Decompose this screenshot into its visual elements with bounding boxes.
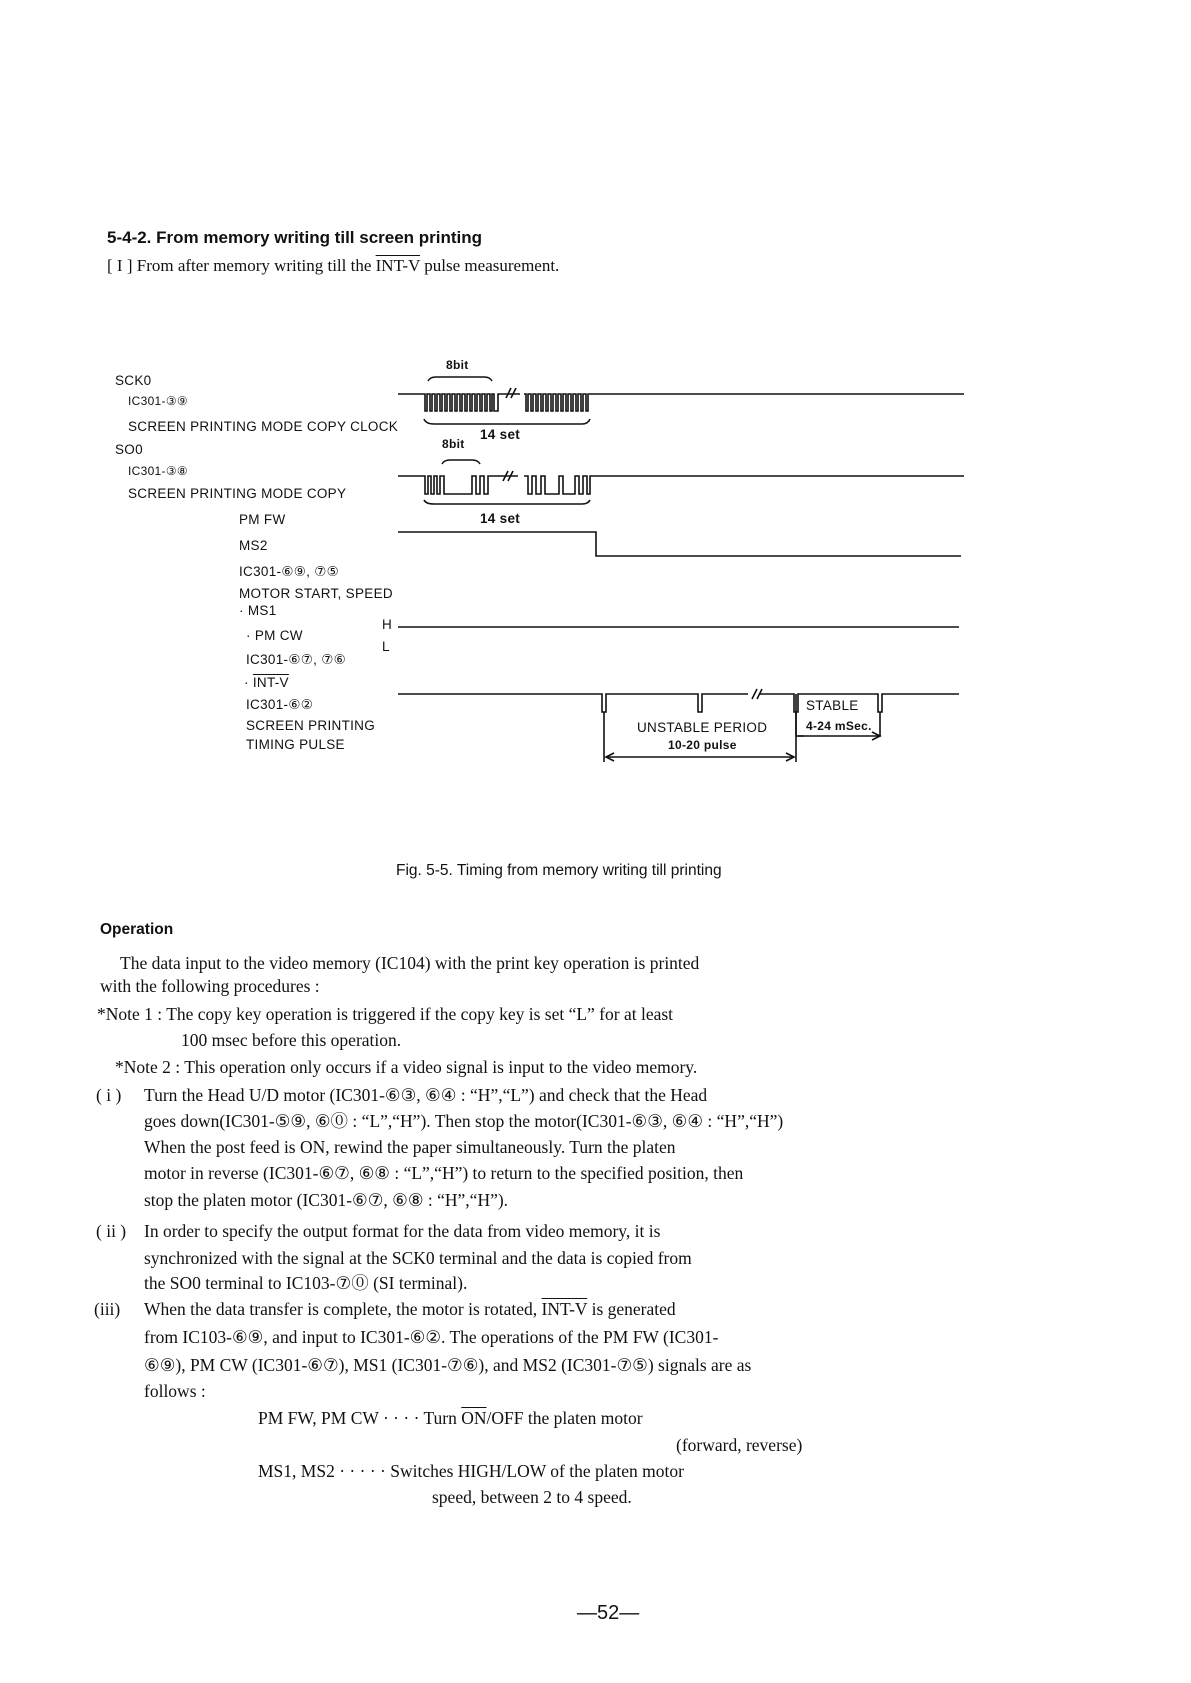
step-2-line: synchronized with the signal at the SCK0 terminal and the data is copied from xyxy=(144,1248,692,1268)
unstable-period-label: UNSTABLE PERIOD xyxy=(637,720,768,735)
subheading-signal: INT-V xyxy=(375,256,421,275)
sck0-8bit-brace xyxy=(428,377,492,381)
operation-title: Operation xyxy=(100,921,174,938)
step-1-label: ( i ) xyxy=(96,1085,122,1105)
step-3-text-after: is generated xyxy=(591,1299,676,1319)
operation-intro-2: with the following procedures : xyxy=(100,976,320,996)
intv-waveform xyxy=(398,694,959,712)
sck0-14set-label: 14 set xyxy=(480,427,521,442)
sck0-label: SCK0 xyxy=(115,373,152,388)
note-1-line-1: *Note 1 : The copy key operation is triggered if the copy key is set “L” for at least xyxy=(97,1004,674,1024)
definition-pm xyxy=(258,1407,643,1429)
sck0-pin: IC301-③⑨ xyxy=(128,394,188,408)
pm-cw-label: · PM CW xyxy=(246,628,303,643)
step-3-label: (iii) xyxy=(94,1299,121,1319)
step-2-line: the SO0 terminal to IC103-⑦⓪ (SI terminal). xyxy=(144,1273,468,1293)
so0-8bit-brace xyxy=(442,460,480,464)
step-2-label: ( ii ) xyxy=(96,1221,127,1241)
stable-label: STABLE xyxy=(806,698,859,713)
intv-desc-1: SCREEN PRINTING xyxy=(246,718,376,733)
so0-label: SO0 xyxy=(115,442,143,457)
section-title: From memory writing till screen printing xyxy=(156,228,483,247)
stable-time-label: 4-24 mSec. xyxy=(806,719,872,733)
intv-desc-2: TIMING PULSE xyxy=(246,737,345,752)
page-number: —52— xyxy=(577,1602,640,1624)
definition-pm-on: $\overline{ON}$ xyxy=(461,1408,487,1428)
step-1-line: stop the platen motor (IC301-⑥⑦, ⑥⑧ : “H”,“H”). xyxy=(144,1190,509,1210)
ms2-label: MS2 xyxy=(239,538,268,553)
step-1-line: goes down(IC301-⑤⑨, ⑥⓪ : “L”,“H”). Then stop the motor(IC301-⑥③, ⑥④ : “H”,“H”) xyxy=(144,1111,784,1131)
subheading-text-before: From after memory writing till the xyxy=(136,256,372,275)
intv-label xyxy=(244,675,289,690)
definition-pm-rest: /OFF the platen motor xyxy=(486,1408,643,1428)
step-3-line: ⑥⑨), PM CW (IC301-⑥⑦), MS1 (IC301-⑦⑥), and MS2 (IC301-⑦⑤) signals are as xyxy=(144,1355,752,1375)
subheading-marker: [ I ] xyxy=(107,256,133,275)
step-1-line: Turn the Head U/D motor (IC301-⑥③, ⑥④ : “H”,“L”) and check that the Head xyxy=(144,1085,708,1105)
unstable-pulse-label: 10-20 pulse xyxy=(668,738,737,752)
so0-waveform xyxy=(398,476,964,494)
intv-name: INT-V xyxy=(252,675,289,690)
step-3-line: follows : xyxy=(144,1381,206,1401)
operation-intro-1: The data input to the video memory (IC104) with the print key operation is printed xyxy=(120,953,700,973)
step-3-intv-signal: INT-V xyxy=(541,1299,588,1319)
so0-desc: SCREEN PRINTING MODE COPY xyxy=(128,486,347,501)
subheading-text-after: pulse measurement. xyxy=(424,256,560,275)
so0-14set-brace xyxy=(424,500,590,504)
so0-14set-label: 14 set xyxy=(480,511,521,526)
pm-cw-pins: IC301-⑥⑦, ⑦⑥ xyxy=(246,652,347,667)
definition-pm-term: PM FW, PM CW · · · · Turn xyxy=(258,1408,457,1428)
sck0-14set-brace xyxy=(424,419,590,424)
step-3-text-before: When the data transfer is complete, the motor is rotated, xyxy=(144,1299,538,1319)
step-1-line: motor in reverse (IC301-⑥⑦, ⑥⑧ : “L”,“H”) to return to the specified position, then xyxy=(144,1163,744,1183)
definition-ms: MS1, MS2 · · · · · Switches HIGH/LOW of the platen motor xyxy=(258,1461,684,1481)
definition-ms-line-2: speed, between 2 to 4 speed. xyxy=(432,1487,632,1507)
so0-pin: IC301-③⑧ xyxy=(128,464,188,478)
sck0-break xyxy=(506,388,516,398)
step-2-line: In order to specify the output format for the data from video memory, it is xyxy=(144,1221,661,1241)
sck0-8bit-label: 8bit xyxy=(446,358,469,372)
intv-bullet: · xyxy=(244,675,253,690)
motor-start-speed-desc: MOTOR START, SPEED xyxy=(239,586,393,601)
level-low-label: L xyxy=(382,639,390,654)
sck0-desc: SCREEN PRINTING MODE COPY CLOCK xyxy=(128,419,399,434)
intv-pin: IC301-⑥② xyxy=(246,697,314,712)
definition-pm-line-2: (forward, reverse) xyxy=(676,1435,803,1455)
section-number: 5-4-2. xyxy=(107,228,152,247)
note-1-line-2: 100 msec before this operation. xyxy=(181,1030,402,1050)
ms1-label: · MS1 xyxy=(239,603,277,618)
sck0-waveform xyxy=(398,394,964,411)
pm-fw-waveform xyxy=(398,532,961,556)
figure-caption: Fig. 5-5. Timing from memory writing till printing xyxy=(396,862,722,879)
level-high-label: H xyxy=(382,617,393,632)
ms2-pins: IC301-⑥⑨, ⑦⑤ xyxy=(239,564,340,579)
step-1-line: When the post feed is ON, rewind the paper simultaneously. Turn the platen xyxy=(144,1137,676,1157)
step-3-line-1 xyxy=(144,1298,676,1320)
so0-8bit-label: 8bit xyxy=(442,437,465,451)
pm-fw-label: PM FW xyxy=(239,512,286,527)
note-2: *Note 2 : This operation only occurs if a video signal is input to the video memory. xyxy=(115,1057,698,1077)
step-3-line: from IC103-⑥⑨, and input to IC301-⑥②. The operations of the PM FW (IC301- xyxy=(144,1327,719,1347)
